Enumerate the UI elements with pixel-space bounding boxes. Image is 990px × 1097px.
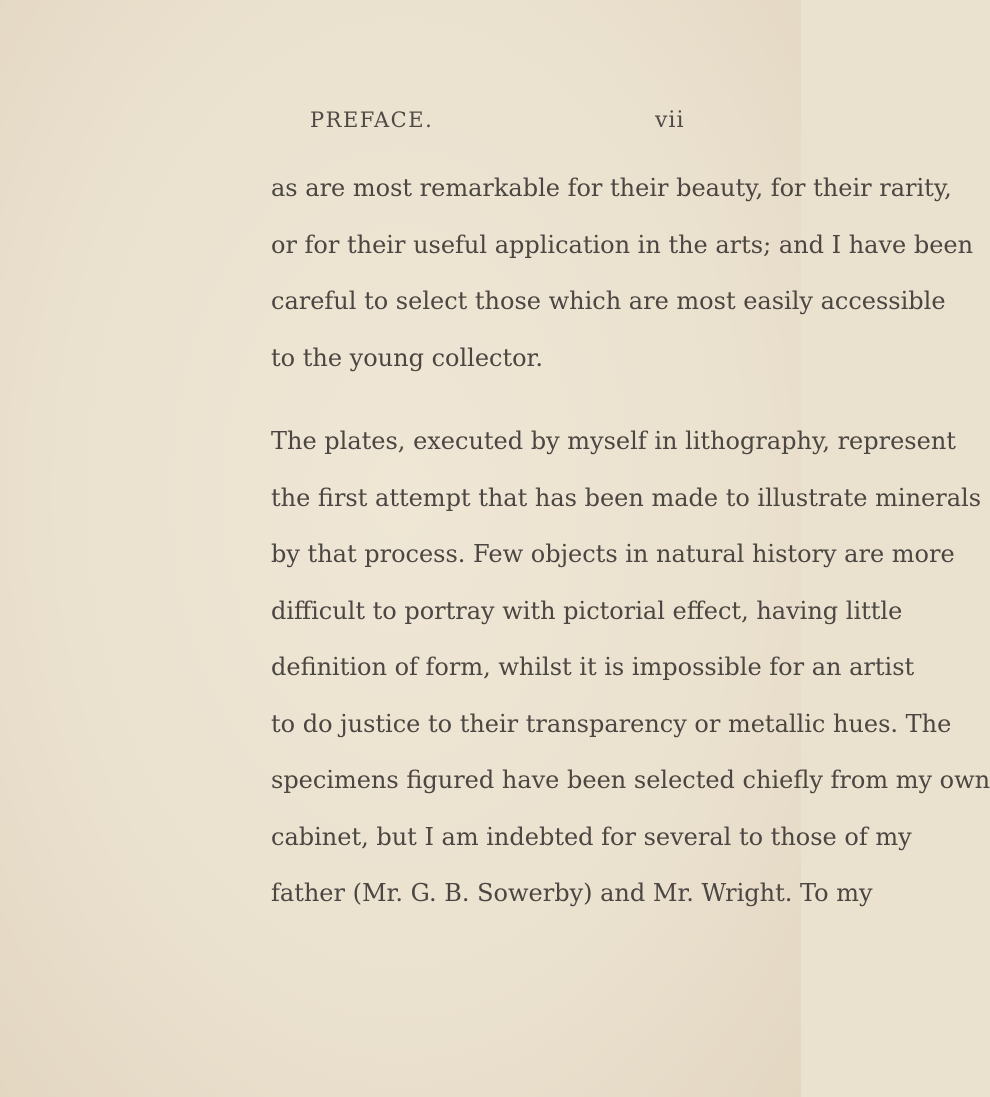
text-line: difficult to portray with pictorial effect, having little: [271, 596, 903, 625]
paragraph-2: [271, 421, 990, 930]
running-head: PREFACE.: [310, 108, 434, 132]
text-line: or for their useful application in the arts; and I have been: [271, 230, 974, 259]
text-line: as are most remarkable for their beauty, for their rarity,: [271, 174, 952, 202]
text-line: the first attempt that has been made to illustrate minerals: [271, 483, 982, 512]
text-line: careful to select those which are most easily accessible: [271, 287, 946, 315]
text-line: cabinet, but I am indebted for several to those of my: [271, 822, 912, 851]
text-line: father (Mr. G. B. Sowerby) and Mr. Wright. To my: [271, 879, 873, 907]
text-line: by that process. Few objects in natural history are more: [271, 540, 955, 568]
text-line: to the young collector.: [271, 343, 544, 372]
text-line: specimens figured have been selected chiefly from my own: [271, 766, 990, 794]
text-line: The plates, executed by myself in lithography, represent: [271, 427, 956, 455]
text-line: definition of form, whilst it is impossible for an artist: [271, 653, 915, 681]
text-line: to do justice to their transparency or metallic hues. The: [271, 709, 952, 738]
page-number: vii: [655, 108, 685, 133]
page-header: [0, 108, 801, 138]
paragraph-1: [271, 168, 974, 394]
